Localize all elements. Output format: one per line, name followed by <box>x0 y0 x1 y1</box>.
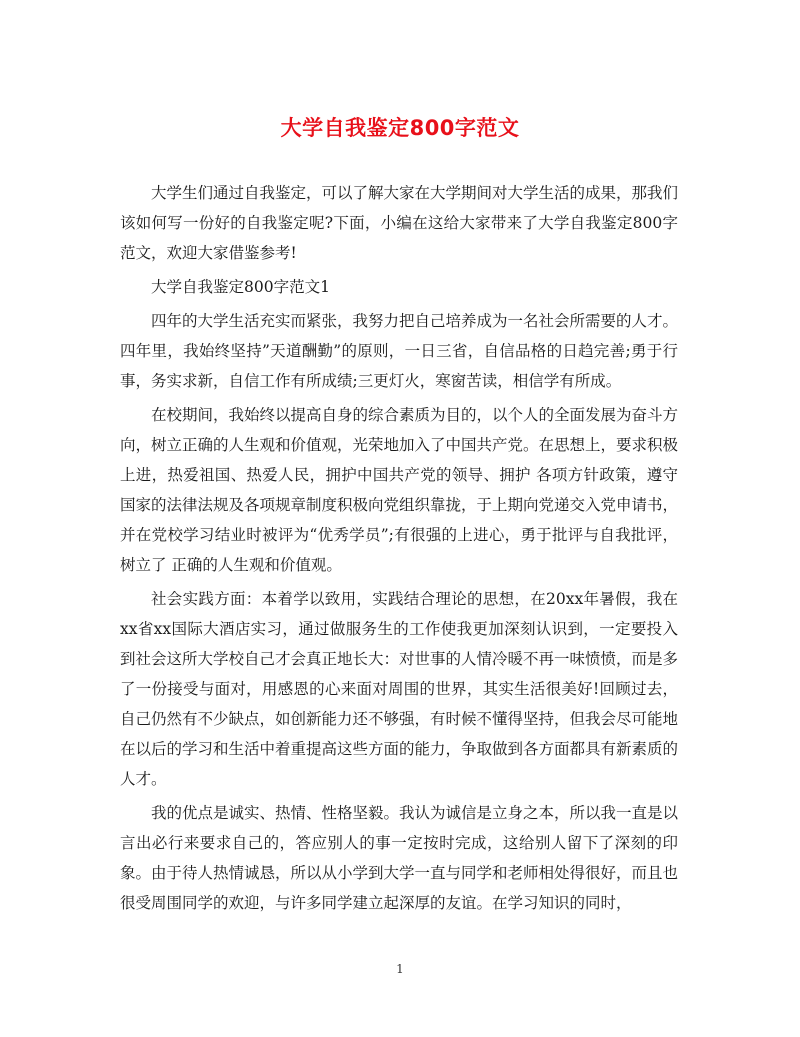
page-number: 1 <box>396 962 404 976</box>
paragraph-social-practice: 社会实践方面：本着学以致用，实践结合理论的思想，在20xx年暑假，我在xx省xx国际大酒店实习，通过做服务生的工作使我更加深刻认识到，一定要投入到社会这所大学校自己才会真正地长大：对世事的人情冷暖不再一味愤愤，而是多了一份接受与面对，用感恩的心来面对周围的世界，其实生活很美好!回顾过去，自己仍然有不少缺点，如创新能力还不够强，有时候不懂得坚持，但我会尽可能地在以后的学习和生活中着重提高这些方面的能力，争取做到各方面都具有新素质的人才。 <box>120 590 679 788</box>
paragraph-school-period: 在校期间，我始终以提高自身的综合素质为目的，以个人的全面发展为奋斗方向，树立正确的人生观和价值观，光荣地加入了中国共产党。在思想上，要求积极上进，热爱祖国、热爱人民，拥护中国共产党的领导、拥护 各项方针政策，遵守国家的法律法规及各项规章制度积极向党组织靠拢，于上期向党递交入党申请书，并在党校学习结业时被评为“优秀学员”;有很强的上进心，勇于批评与自我批评，树立了 正确的人生观和价值观。 <box>120 406 679 574</box>
section-heading: 大学自我鉴定800字范文1 <box>151 278 330 296</box>
intro-paragraph: 大学生们通过自我鉴定，可以了解大家在大学期间对大学生活的成果，那我们该如何写一份好的自我鉴定呢?下面，小编在这给大家带来了大学自我鉴定800字范文，欢迎大家借鉴参考! <box>120 184 679 262</box>
paragraph-strengths: 我的优点是诚实、热情、性格坚毅。我认为诚信是立身之本，所以我一直是以言出必行来要求自己的，答应别人的事一定按时完成，这给别人留下了深刻的印象。由于待人热情诚恳，所以从小学到大学一直与同学和老师相处得很好，而且也很受周围同学的欢迎，与许多同学建立起深厚的友谊。在学习知识的同时， <box>120 804 679 912</box>
document-body <box>120 178 678 922</box>
paragraph-college-life: 四年的大学生活充实而紧张，我努力把自己培养成为一名社会所需要的人才。四年里，我始终坚持”天道酬勤”的原则，一日三省，自信品格的日趋完善;勇于行事，务实求新，自信工作有所成绩;三更灯火，寒窗苦读，相信学有所成。 <box>120 312 679 390</box>
document-title: 大学自我鉴定800字范文 <box>280 116 520 140</box>
